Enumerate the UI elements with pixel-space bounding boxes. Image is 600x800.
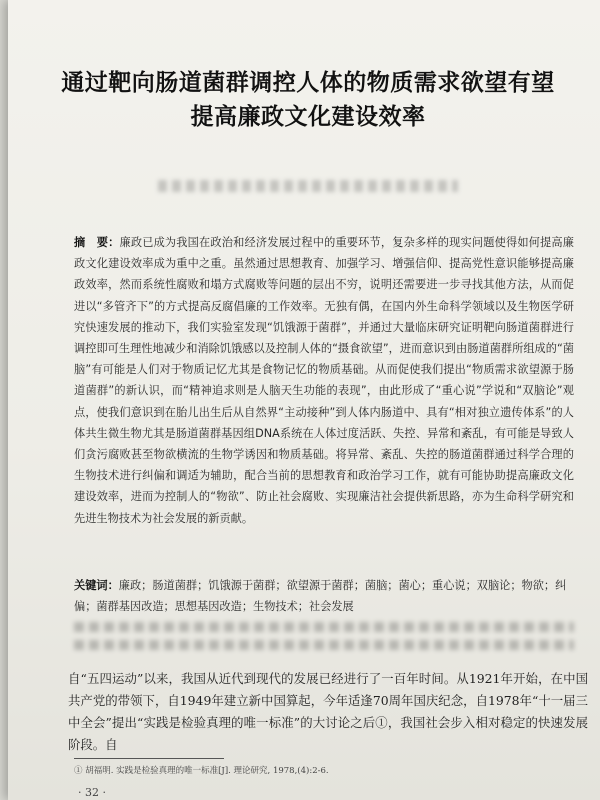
english-abstract-blurred-line [74, 622, 574, 632]
body-paragraph: 自“五四运动”以来，我国从近代到现代的发展已经进行了一百年时间。从1921年开始，在中国共产党的带领下，自1949年建立新中国算起，今年适逢70周年国庆纪念，自1978年“十一届三中全会”提出“实践是检验真理的唯一标准”的大讨论之后①，我国社会步入相对稳定的快速发展阶段。自 [68, 671, 588, 752]
page-number: · 32 · [78, 786, 106, 799]
article-title-line-1: 通过靶向肠道菌群调控人体的物质需求欲望有望 [61, 70, 555, 96]
affiliation-line-blurred [158, 180, 458, 192]
abstract-label: 摘 要： [74, 236, 120, 249]
document-page [8, 0, 600, 800]
footnote: ① 胡福明. 实践是检验真理的唯一标准[J]. 理论研究, 1978,(4):2-6. [74, 766, 329, 776]
keywords-section [74, 575, 574, 617]
abstract-text: 廉政已成为我国在政治和经济发展过程中的重要环节，复杂多样的现实问题使得如何提高廉政文化建设效率成为重中之重。虽然通过思想教育、加强学习、增强信仰、提高党性意识能够提高廉政效率，然而系统性腐败和塌方式腐败等问题的层出不穷，说明还需要进一步寻找其他方法，从而促进以“多管齐下”的方式提高反腐倡廉的工作效率。无独有偶，在国内外生命科学领域以及生物医学研究快速发展的推动下，我们实验室发现“饥饿源于菌群”，并通过大量临床研究证明靶向肠道菌群进行调控即可生理性地减少和消除饥饿感以及控制人体的“摄食欲望”，进而意识到由肠道菌群所组成的“菌脑”有可能是人们对于物质记忆尤其是食物记忆的物质基础。从而促使我们提出“物质需求欲望源于肠道菌群”的新认识，而“精神追求则是人脑天生功能的表现”，由此形成了“重心说”学说和“双脑论”观点，使我们意识到在胎儿出生后从自然界“主动接种”到人体内肠道中、具有“相对独立遗传体系”的人体共生微生物尤其是肠道菌群基因组DNA系统在人体过度活跃、失控、异常和紊乱，有可能是导致人们贪污腐败甚至物欲横流的生物学诱因和物质基础。将异常、紊乱、失控的肠道菌群通过科学合理的生物技术进行纠偏和调适为辅助，配合当前的思想教育和政治学习工作，就有可能协助提高廉政文化建设效率，进而为控制人的“物欲”、防止社会腐败、实现廉洁社会提供新思路，亦为生命科学研究和先进生物技术为社会发展的新贡献。 [74, 236, 574, 525]
keywords-text: 廉政；肠道菌群；饥饿源于菌群；欲望源于菌群；菌脑；菌心；重心说；双脑论；物欲；纠偏；菌群基因改造；思想基因改造；生物技术；社会发展 [74, 579, 567, 613]
author-line-blurred [158, 162, 458, 176]
abstract-section [74, 232, 574, 529]
english-abstract-blurred-line [74, 640, 574, 650]
keywords-label: 关键词： [74, 579, 119, 592]
footnote-divider [74, 758, 224, 759]
article-title-line-2: 提高廉政文化建设效率 [190, 104, 426, 130]
